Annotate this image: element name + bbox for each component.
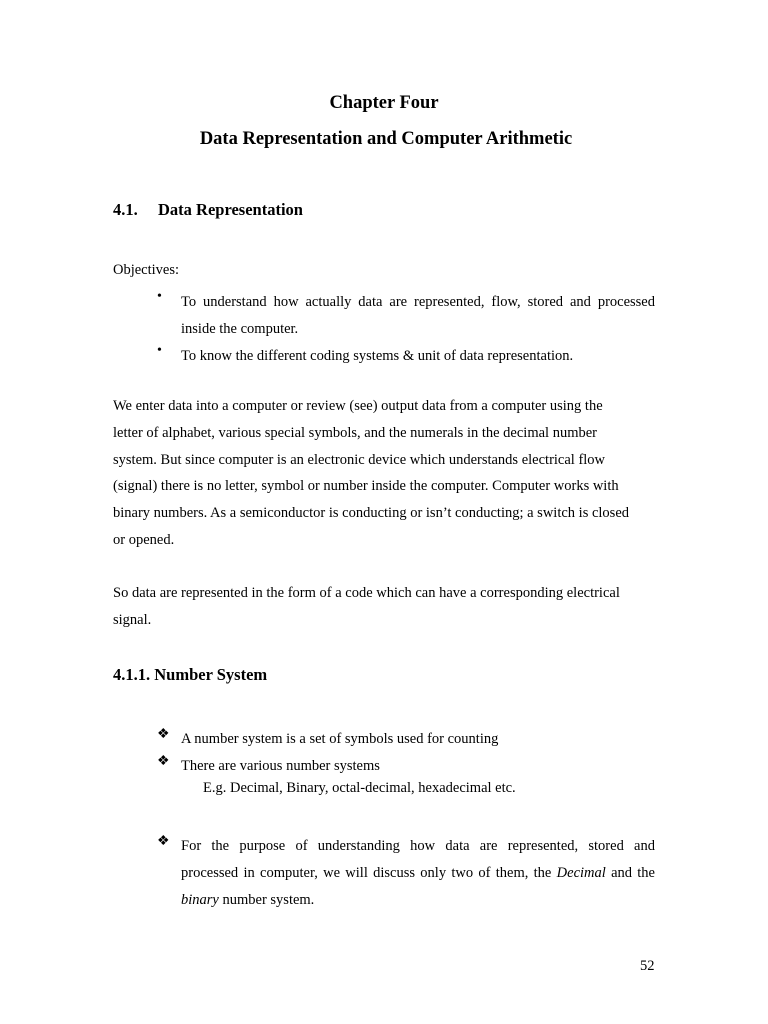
purpose-line <box>181 860 655 887</box>
section-title: Data Representation <box>158 200 303 219</box>
decimal-term: Decimal <box>556 864 606 881</box>
paragraph-line: So data are represented in the form of a code which can have a corresponding electrical <box>113 585 620 601</box>
objective-item <box>113 289 655 343</box>
chapter-title: Chapter Four <box>329 93 439 113</box>
purpose-text <box>181 833 655 913</box>
purpose-line: For the purpose of understanding how data are represented, stored and <box>181 838 655 854</box>
paragraph-line: letter of alphabet, various special symbols, and the numerals in the decimal number <box>113 424 597 441</box>
section-heading-4-1 <box>113 200 303 220</box>
diamond-bullet-icon: ❖ <box>157 727 170 742</box>
section-heading-4-1-1 <box>113 665 267 685</box>
section-number: 4.1. <box>113 200 138 219</box>
section-number: 4.1.1. <box>113 665 151 684</box>
objective-item <box>113 343 655 370</box>
diamond-bullet-icon: ❖ <box>157 754 170 769</box>
purpose-fragment: number system. <box>218 891 315 908</box>
paragraph-line: signal. <box>113 611 152 628</box>
binary-term: binary <box>181 891 219 908</box>
body-paragraph <box>113 580 655 634</box>
objectives-label: Objectives: <box>113 262 180 278</box>
number-system-text: There are various number systems <box>181 758 380 774</box>
paragraph-line: system. But since computer is an electronic device which understands electrical flow <box>113 451 606 468</box>
paragraph-line: or opened. <box>113 531 175 548</box>
purpose-fragment: and the <box>605 864 655 881</box>
objective-line: To understand how actually data are represented, flow, stored and processed <box>181 294 655 310</box>
objective-line: To know the different coding systems & unit of data representation. <box>181 348 574 364</box>
page-number: 52 <box>640 958 655 974</box>
body-paragraph <box>113 393 655 554</box>
diamond-bullet-icon: ❖ <box>157 834 170 849</box>
chapter-subtitle: Data Representation and Computer Arithmetic <box>199 129 573 149</box>
bullet-icon: • <box>157 289 162 304</box>
number-system-item <box>113 726 655 753</box>
number-system-example: E.g. Decimal, Binary, octal-decimal, hexadecimal etc. <box>203 780 516 796</box>
bullet-icon: • <box>157 343 162 358</box>
objective-text <box>181 289 655 343</box>
objective-line: inside the computer. <box>181 320 299 337</box>
section-title: Number System <box>154 665 268 684</box>
number-system-item <box>113 833 655 914</box>
paragraph-line: (signal) there is no letter, symbol or number inside the computer. Computer works with <box>113 478 619 495</box>
number-system-item <box>113 753 655 780</box>
purpose-fragment: processed in computer, we will discuss only two of them, the <box>181 864 557 881</box>
paragraph-line: We enter data into a computer or review (see) output data from a computer using the <box>113 398 603 414</box>
purpose-line <box>181 887 655 914</box>
paragraph-line: binary numbers. As a semiconductor is conducting or isn’t conducting; a switch is closed <box>113 505 630 522</box>
number-system-text: A number system is a set of symbols used for counting <box>181 731 499 747</box>
objective-text <box>181 343 655 370</box>
